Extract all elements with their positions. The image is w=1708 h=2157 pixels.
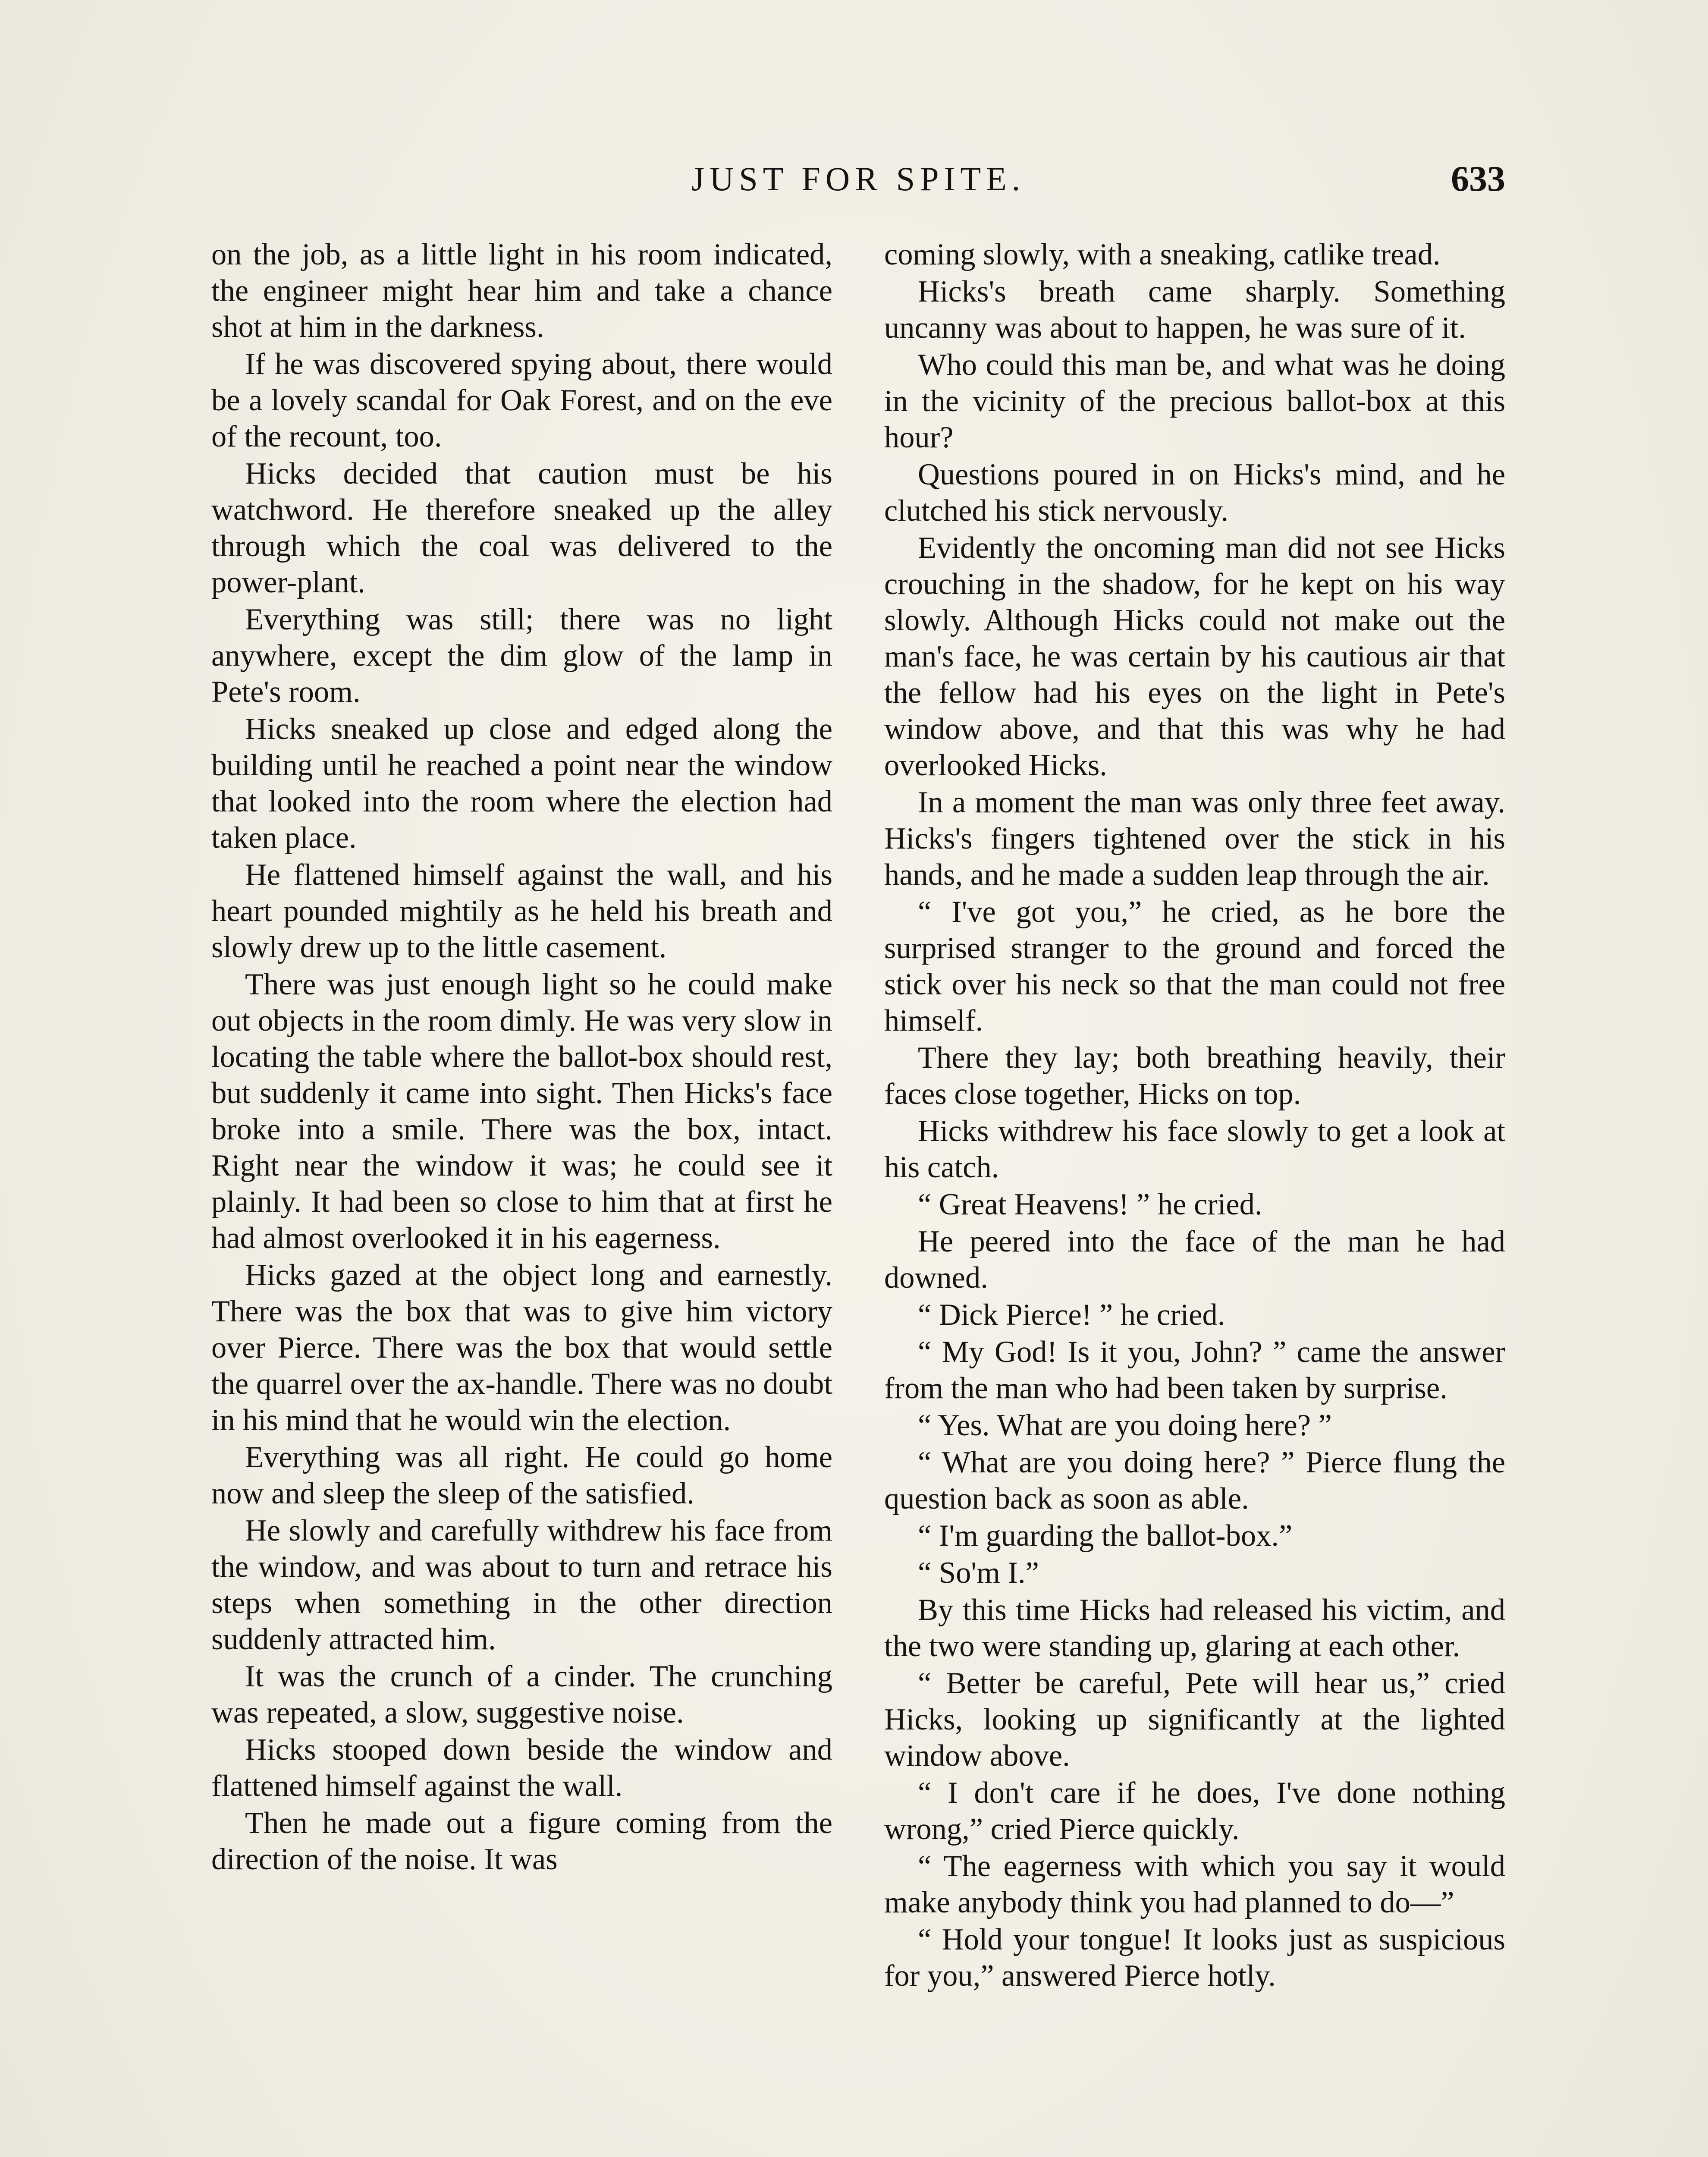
- paragraph: Everything was all right. He could go home now and sleep the sleep of the satisfied.: [211, 1440, 832, 1510]
- paragraph: There they lay; both breathing heavily, their faces close together, Hicks on top.: [884, 1041, 1505, 1111]
- paragraph: In a moment the man was only three feet away. Hicks's fingers tightened over the stick in his hands, and he made a sudden leap through the air.: [884, 786, 1505, 892]
- paragraph: “ Better be careful, Pete will hear us,” cried Hicks, looking up significantly at the lighted window above.: [884, 1666, 1505, 1773]
- paragraph: He peered into the face of the man he had downed.: [884, 1225, 1505, 1295]
- paragraph: Then he made out a figure coming from the direction of the noise. It was: [211, 1806, 832, 1876]
- paragraph: By this time Hicks had released his victim, and the two were standing up, glaring at each other.: [884, 1593, 1505, 1663]
- paragraph: on the job, as a little light in his room indicated, the engineer might hear him and take a chance shot at him in the darkness.: [211, 238, 832, 344]
- paragraph: Hicks stooped down beside the window and flattened himself against the wall.: [211, 1733, 832, 1803]
- paragraph: coming slowly, with a sneaking, catlike tread.: [884, 238, 1441, 271]
- left-column: [211, 236, 832, 1995]
- paragraph: Who could this man be, and what was he doing in the vicinity of the precious ballot-box at this hour?: [884, 348, 1505, 454]
- running-title: JUST FOR SPITE.: [691, 160, 1026, 198]
- paragraph: Hicks sneaked up close and edged along the building until he reached a point near the window that looked into the room where the election had taken place.: [211, 712, 832, 855]
- paragraph: “ Dick Pierce! ” he cried.: [918, 1298, 1225, 1332]
- paragraph: “ I don't care if he does, I've done nothing wrong,” cried Pierce quickly.: [884, 1776, 1505, 1846]
- paragraph: Hicks gazed at the object long and earnestly. There was the box that was to give him victory over Pierce. There was the box that would settle the quarrel over the ax-handle. There was no doubt in his mind that he would win the election.: [211, 1258, 832, 1437]
- page-header: [211, 160, 1505, 207]
- paragraph: “ I'm guarding the ballot-box.”: [918, 1519, 1293, 1553]
- right-column: [884, 236, 1505, 1995]
- paragraph: Hicks decided that caution must be his watchword. He therefore sneaked up the alley through which the coal was delivered to the power-plant.: [211, 457, 832, 599]
- paragraph: “ Yes. What are you doing here? ”: [918, 1409, 1332, 1442]
- page-number: 633: [1451, 159, 1505, 199]
- paragraph: “ My God! Is it you, John? ” came the answer from the man who had been taken by surprise.: [884, 1335, 1505, 1405]
- paragraph: It was the crunch of a cinder. The crunching was repeated, a slow, suggestive noise.: [211, 1660, 832, 1729]
- paragraph: Questions poured in on Hicks's mind, and he clutched his stick nervously.: [884, 458, 1505, 528]
- paragraph: He flattened himself against the wall, and his heart pounded mightily as he held his breath and slowly drew up to the little casement.: [211, 858, 832, 964]
- paragraph: Hicks's breath came sharply. Something uncanny was about to happen, he was sure of it.: [884, 275, 1505, 345]
- paragraph: Everything was still; there was no light anywhere, except the dim glow of the lamp in Pete's room.: [211, 603, 832, 709]
- paragraph: “ Hold your tongue! It looks just as suspicious for you,” answered Pierce hotly.: [884, 1923, 1505, 1993]
- paragraph: Hicks withdrew his face slowly to get a look at his catch.: [884, 1114, 1505, 1184]
- paragraph: If he was discovered spying about, there would be a lovely scandal for Oak Forest, and on the eve of the recount, too.: [211, 347, 832, 453]
- paragraph: “ What are you doing here? ” Pierce flung the question back as soon as able.: [884, 1446, 1505, 1516]
- paragraph: There was just enough light so he could make out objects in the room dimly. He was very slow in locating the table where the ballot-box should rest, but suddenly it came into sight. Then Hicks's face broke into a smile. There was the box, intact. Right near the window it was; he could see it plainly. It had been so close to him that at first he had almost overlooked it in his eagerness.: [211, 968, 832, 1255]
- paragraph: He slowly and carefully withdrew his face from the window, and was about to turn and retrace his steps when something in the other direction suddenly attracted him.: [211, 1514, 832, 1656]
- paragraph: “ So'm I.”: [918, 1556, 1039, 1590]
- paragraph: “ I've got you,” he cried, as he bore the surprised stranger to the ground and forced the stick over his neck so that the man could not free himself.: [884, 895, 1505, 1038]
- paragraph: “ Great Heavens! ” he cried.: [918, 1188, 1262, 1221]
- paragraph: Evidently the oncoming man did not see Hicks crouching in the shadow, for he kept on his way slowly. Although Hicks could not make out the man's face, he was certain by his cautious air that the fellow had his eyes on the light in Pete's window above, and that this was why he had overlooked Hicks.: [884, 531, 1505, 782]
- text-columns: [211, 236, 1505, 1995]
- paragraph: “ The eagerness with which you say it would make anybody think you had planned to do—”: [884, 1849, 1505, 1919]
